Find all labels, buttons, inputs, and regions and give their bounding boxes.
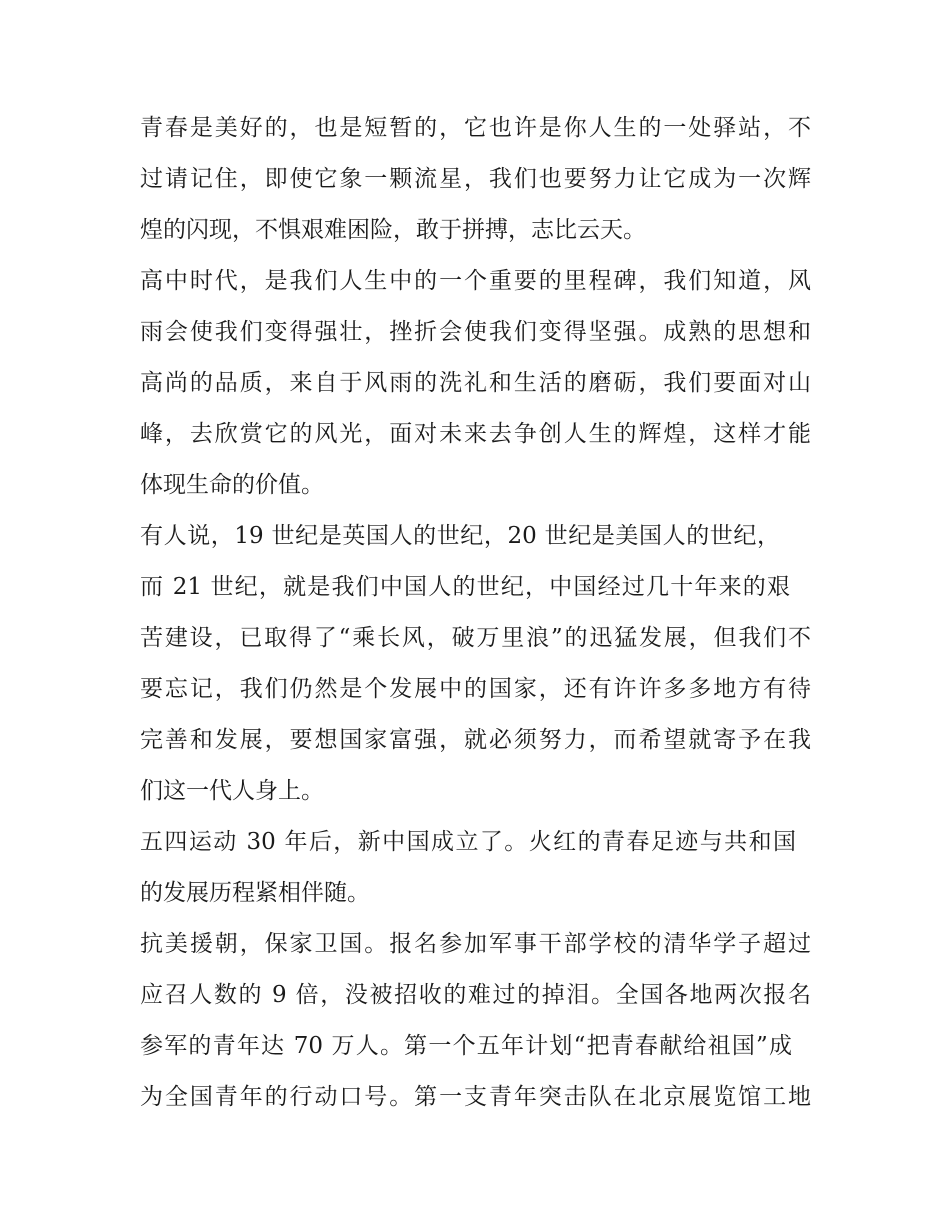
text-line: 要忘记，我们仍然是个发展中的国家，还有许许多多地方有待 — [140, 676, 811, 702]
text-line: 煌的闪现，不惧艰难困险，敢于拼搏，志比云天。 — [140, 217, 646, 243]
text-line: 们这一代人身上。 — [140, 778, 324, 804]
text-line: 峰，去欣赏它的风光，面对未来去争创人生的辉煌，这样才能 — [140, 421, 811, 447]
text-line: 应召人数的 9 倍，没被招收的难过的掉泪。全国各地两次报名 — [140, 982, 811, 1008]
text-line: 抗美援朝，保家卫国。报名参加军事干部学校的清华学子超过 — [140, 931, 811, 957]
text-line: 有人说，19 世纪是英国人的世纪，20 世纪是美国人的世纪， — [140, 523, 780, 549]
text-line: 高尚的品质，来自于风雨的洗礼和生活的磨砺，我们要面对山 — [140, 370, 811, 396]
text-line: 体现生命的价值。 — [140, 472, 324, 498]
text-line: 高中时代，是我们人生中的一个重要的里程碑，我们知道，风 — [140, 268, 811, 294]
text-line: 过请记住，即使它象一颗流星，我们也要努力让它成为一次辉 — [140, 166, 811, 192]
text-line: 而 21 世纪，就是我们中国人的世纪，中国经过几十年来的艰 — [140, 574, 790, 600]
text-line: 为全国青年的行动口号。第一支青年突击队在北京展览馆工地 — [140, 1084, 811, 1110]
text-line: 青春是美好的，也是短暂的，它也许是你人生的一处驿站，不 — [140, 115, 811, 141]
text-line: 完善和发展，要想国家富强，就必须努力，而希望就寄予在我 — [140, 727, 811, 753]
text-line: 五四运动 30 年后，新中国成立了。火红的青春足迹与共和国 — [140, 829, 796, 855]
text-line: 雨会使我们变得强壮，挫折会使我们变得坚强。成熟的思想和 — [140, 319, 811, 345]
text-line: 的发展历程紧相伴随。 — [140, 880, 370, 906]
text-line: 苦建设，已取得了“乘长风，破万里浪”的迅猛发展，但我们不 — [140, 625, 811, 651]
text-line: 参军的青年达 70 万人。第一个五年计划“把青春献给祖国”成 — [140, 1033, 792, 1059]
